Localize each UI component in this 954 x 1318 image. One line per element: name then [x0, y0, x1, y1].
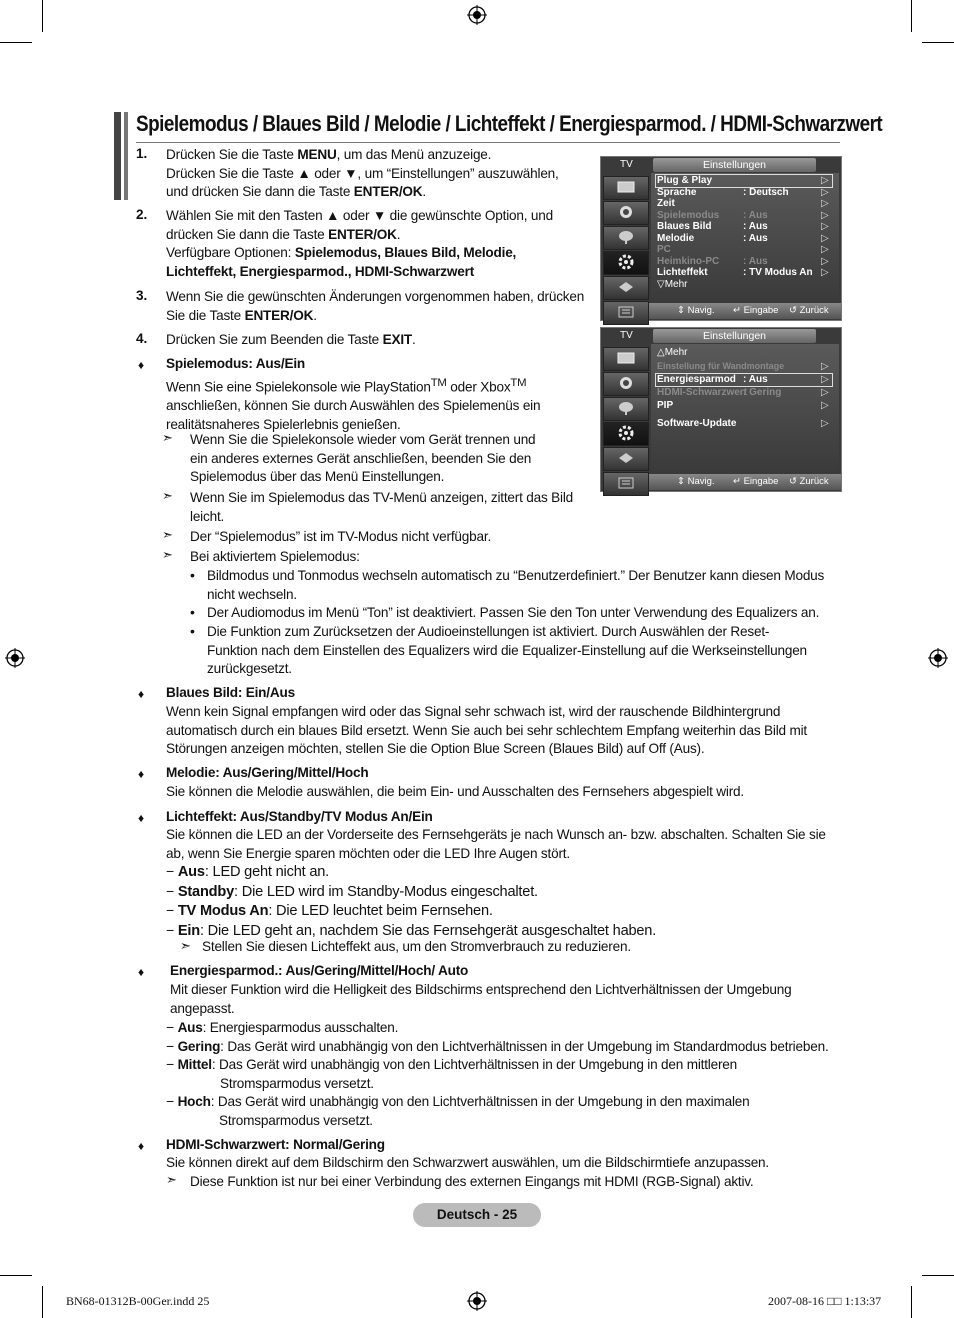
osd-item-label: Zeit: [657, 198, 675, 209]
osd-menu-item[interactable]: [657, 374, 768, 385]
diamond-bullet-icon: ♦: [138, 767, 145, 781]
osd-item-label: Lichteffekt: [657, 267, 708, 278]
bullet-icon: •: [190, 604, 195, 620]
osd-item-label: Sprache: [657, 186, 697, 198]
osd-submenu-arrow-icon: ▷: [821, 186, 829, 198]
spielemodus-bullet: Bildmodus und Tonmodus wechseln automatisch zu “Benutzerdefiniert.” Der Benutzer kann diesen Modus nicht wechseln.: [207, 568, 825, 602]
hdmi-body: Sie können direkt auf dem Bildschirm den Schwarzwert auswählen, um die Bildschirmtiefe anzupassen.: [166, 1155, 769, 1170]
osd-item-label: Energiesparmod: [657, 374, 736, 385]
spielemodus-bullet: Der Audiomodus im Menü “Ton” ist deaktiviert. Passen Sie den Ton unter Verwendung des Equalizers an.: [207, 605, 820, 620]
osd-item-value: : Aus: [743, 232, 768, 244]
note-arrow-icon: ➣: [162, 547, 173, 562]
bullet-icon: •: [190, 567, 195, 583]
section-heading-lichteffekt: Lichteffekt: Aus/Standby/TV Modus An/Ein: [166, 809, 433, 824]
step-3-text: Wenn Sie die gewünschten Änderungen vorgenommen haben, drücken Sie die Taste ENTER/OK.: [166, 289, 585, 323]
page-number-badge: Deutsch - 25: [413, 1203, 541, 1227]
osd-submenu-arrow-icon: ▷: [821, 374, 829, 385]
imprint-file: BN68-01312B-00Ger.indd 25: [66, 1294, 210, 1308]
step-number: 2.: [136, 207, 148, 222]
energiesparmod-option: − Mittel: Das Gerät wird unabhängig von den Lichtverhältnissen in der Umgebung in den mittleren Stromsparmodus versetzt.: [166, 1056, 738, 1091]
section-heading-hdmi: HDMI-Schwarzwert: Normal/Gering: [166, 1137, 385, 1152]
osd-item-label: Melodie: [657, 232, 695, 244]
osd-item-label: HDMI-Schwarzwert: [657, 387, 748, 398]
section-heading-blaues-bild: Blaues Bild: Ein/Aus: [166, 685, 295, 700]
osd-item-value: : Aus: [743, 221, 768, 232]
osd-channel-icon[interactable]: [603, 226, 649, 250]
registration-mark-icon: [5, 648, 25, 668]
section-heading-energiesparmod: Energiesparmod.: Aus/Gering/Mittel/Hoch/ Auto: [170, 963, 469, 978]
diamond-bullet-icon: ♦: [138, 811, 145, 825]
osd-menu-item[interactable]: [657, 244, 671, 255]
osd-input-icon[interactable]: [603, 447, 649, 471]
osd-source-label: TV: [620, 330, 633, 341]
osd-setup-icon[interactable]: [603, 251, 649, 275]
page-title: Spielemodus / Blaues Bild / Melodie / Lichteffekt / Energiesparmod. / HDMI-Schwarzwert: [136, 111, 883, 136]
osd-item-label: PC: [657, 244, 671, 255]
osd-item-value: : Deutsch: [743, 186, 789, 198]
blaues-bild-body: Wenn kein Signal empfangen wird oder das Signal sehr schwach ist, wird der rauschende Bildhintergrund automatisch durch ein blaues Bild ersetzt. Wenn Sie auch bei sehr schlechtem Empfang weiterhin das Bild mit Störungen anzeigen möchten, stellen Sie die Option Blue Screen (Blaues Bild) auf Off (Aus).: [166, 704, 808, 757]
osd-picture-icon[interactable]: [603, 176, 649, 200]
registration-mark-icon: [928, 648, 948, 668]
diamond-bullet-icon: ♦: [138, 1139, 145, 1153]
osd-title: Einstellungen: [653, 158, 816, 172]
osd-item-label: Spielemodus: [657, 209, 720, 221]
imprint-date: 2007-08-16 □□ 1:13:37: [768, 1294, 882, 1308]
osd-menu-item[interactable]: [657, 175, 712, 186]
osd-item-label: Blaues Bild: [657, 221, 712, 232]
diamond-bullet-icon: ♦: [138, 687, 145, 701]
title-rule: [136, 142, 840, 143]
osd-submenu-arrow-icon: ▷: [821, 175, 829, 186]
osd-menu-item[interactable]: [657, 221, 768, 232]
osd-input-icon[interactable]: [603, 276, 649, 300]
osd-sound-icon[interactable]: [603, 372, 649, 396]
melodie-body: Sie können die Melodie auswählen, die beim Ein- und Ausschalten des Fernsehers abgespielt wird.: [166, 784, 744, 799]
spielemodus-body: Wenn Sie eine Spielekonsole wie PlayStation™ oder Xbox™ anschließen, können Sie durch Auswählen des Spielemenüs ein realitätsnaheres Spielerlebnis genießen.: [166, 377, 541, 432]
osd-menu-body: [651, 173, 839, 303]
bullet-icon: •: [190, 623, 195, 639]
osd-nav-hint: ⇕ Navig.: [677, 305, 715, 316]
crop-mark: [911, 1286, 912, 1318]
osd-submenu-arrow-icon: ▷: [821, 267, 829, 278]
osd-application-icon[interactable]: [603, 472, 649, 496]
note-arrow-icon: ➣: [166, 1172, 177, 1187]
osd-submenu-arrow-icon: ▷: [821, 361, 829, 372]
osd-footer: [649, 474, 841, 490]
lichteffekt-body: Sie können die LED an der Vorderseite des Fernsehgeräts je nach Wunsch an- bzw. abschalten. Schalten Sie sie ab, wenn Sie Energie sparen möchten oder die LED Ihre Augen stört.: [166, 827, 826, 861]
crop-mark: [922, 42, 954, 43]
lichteffekt-note: Stellen Sie diesen Lichteffekt aus, um den Stromverbrauch zu reduzieren.: [202, 939, 631, 954]
note-arrow-icon: ➣: [162, 488, 173, 503]
osd-submenu-arrow-icon: ▷: [821, 244, 829, 255]
osd-menu-item[interactable]: [657, 255, 768, 267]
note-arrow-icon: ➣: [162, 527, 173, 542]
energiesparmod-body: Mit dieser Funktion wird die Helligkeit des Bildschirms entsprechend den Lichtverhältnissen der Umgebung angepasst.: [170, 982, 792, 1016]
osd-more-item[interactable]: △Mehr: [657, 347, 688, 358]
spielemodus-note: Bei aktiviertem Spielemodus:: [190, 549, 360, 564]
osd-menu-item[interactable]: [657, 198, 675, 209]
osd-more-item[interactable]: ▽Mehr: [657, 278, 688, 290]
diamond-bullet-icon: ♦: [138, 965, 145, 979]
step-1-text: Drücken Sie die Taste MENU, um das Menü anzuzeige. Drücken Sie die Taste ▲ oder ▼, um “Einstellungen” auszuwählen, und drücken Sie dann die Taste ENTER/OK.: [166, 147, 559, 200]
osd-title: Einstellungen: [653, 329, 816, 343]
step-number: 1.: [136, 146, 148, 161]
section-heading-spielemodus: Spielemodus: Aus/Ein: [166, 356, 306, 371]
note-arrow-icon: ➣: [162, 430, 173, 445]
osd-menu-item[interactable]: [657, 400, 673, 411]
diamond-bullet-icon: ♦: [138, 358, 145, 372]
osd-back-hint: ↺ Zurück: [789, 476, 829, 487]
osd-item-label: Einstellung für Wandmontage: [657, 361, 785, 371]
osd-item-label: Heimkino-PC: [657, 255, 720, 267]
energiesparmod-option: − Hoch: Das Gerät wird unabhängig von den Lichtverhältnissen in der Umgebung in den maximalen Stromsparmodus versetzt.: [166, 1093, 750, 1128]
osd-item-value: : Aus: [743, 255, 768, 267]
osd-item-label: PIP: [657, 400, 674, 411]
osd-source-label: TV: [620, 159, 633, 170]
section-heading-melodie: Melodie: Aus/Gering/Mittel/Hoch: [166, 765, 369, 780]
spielemodus-bullet: Die Funktion zum Zurücksetzen der Audioeinstellungen ist aktiviert. Durch Auswählen der Reset- Funktion nach dem Einstellen des Equalizers wird die Equalizer-Einstellung auf die Werkseinstellungen zurückgesetzt.: [207, 624, 807, 677]
crop-mark: [0, 42, 32, 43]
osd-item-value: : TV Modus An: [743, 267, 813, 278]
osd-submenu-arrow-icon: ▷: [821, 198, 829, 209]
spielemodus-note: Wenn Sie die Spielekonsole wieder vom Gerät trennen und ein anderes externes Gerät anschließen, beenden Sie den Spielemodus über das Menü Einstellungen.: [190, 432, 536, 485]
lichteffekt-options: − Aus: LED geht nicht an. − Standby: Die LED wird im Standby-Modus eingeschaltet. − TV Modus An: Die LED leuchtet beim Fernsehen. − Ein: Die LED geht an, nachdem Sie das Fernsehgerät ausgeschaltet haben.: [166, 863, 657, 939]
crop-mark: [0, 1275, 32, 1276]
osd-channel-icon[interactable]: [603, 397, 649, 421]
osd-menu-body: [651, 344, 839, 474]
energiesparmod-option: − Aus: Energiesparmodus ausschalten.: [166, 1019, 399, 1035]
osd-application-icon[interactable]: [603, 301, 649, 325]
registration-mark-icon: [467, 1291, 487, 1311]
spielemodus-note: Wenn Sie im Spielemodus das TV-Menü anzeigen, zittert das Bild leicht.: [190, 490, 574, 524]
title-accent-bar: [124, 112, 128, 200]
spielemodus-note: Der “Spielemodus” ist im TV-Modus nicht verfügbar.: [190, 529, 492, 544]
osd-menu-item[interactable]: [657, 361, 784, 371]
osd-submenu-arrow-icon: ▷: [821, 418, 829, 429]
title-accent-bar: [114, 112, 121, 200]
osd-item-value: : Aus: [743, 209, 768, 221]
osd-item-label: Plug & Play: [657, 175, 713, 186]
osd-enter-hint: ↵ Eingabe: [733, 476, 779, 487]
step-4-text: Drücken Sie zum Beenden die Taste EXIT.: [166, 332, 416, 347]
step-number: 4.: [136, 331, 148, 346]
energiesparmod-option: − Gering: Das Gerät wird unabhängig von den Lichtverhältnissen in der Umgebung im Standardmodus betrieben.: [166, 1038, 829, 1054]
osd-item-value: : Gering: [743, 387, 782, 398]
osd-menu-einstellungen: [600, 156, 842, 321]
osd-nav-hint: ⇕ Navig.: [677, 476, 715, 487]
crop-mark: [911, 0, 912, 32]
osd-menu-item[interactable]: [657, 232, 768, 244]
osd-submenu-arrow-icon: ▷: [821, 209, 829, 221]
osd-submenu-arrow-icon: ▷: [821, 400, 829, 411]
osd-submenu-arrow-icon: ▷: [821, 255, 829, 267]
step-number: 3.: [136, 288, 148, 303]
osd-header: [601, 157, 841, 173]
crop-mark: [42, 1286, 43, 1318]
osd-header: [601, 328, 841, 344]
osd-item-label: Software-Update: [657, 418, 737, 429]
osd-menu-item[interactable]: [657, 209, 768, 221]
osd-footer: [649, 303, 841, 319]
step-2-text: Wählen Sie mit den Tasten ▲ oder ▼ die gewünschte Option, und drücken Sie dann die Taste ENTER/OK. Verfügbare Optionen: Spielemodus, Blaues Bild, Melodie, Lichteffekt, Energiesparmod., HDMI-Schwarzwert: [166, 208, 554, 279]
osd-enter-hint: ↵ Eingabe: [733, 305, 779, 316]
osd-submenu-arrow-icon: ▷: [821, 232, 829, 244]
note-arrow-icon: ➣: [180, 938, 191, 953]
registration-mark-icon: [467, 5, 487, 25]
crop-mark: [42, 0, 43, 32]
osd-menu-item[interactable]: [657, 418, 736, 429]
osd-picture-icon[interactable]: [603, 347, 649, 371]
osd-setup-icon[interactable]: [603, 422, 649, 446]
osd-sound-icon[interactable]: [603, 201, 649, 225]
hdmi-note: Diese Funktion ist nur bei einer Verbindung des externen Eingangs mit HDMI (RGB-Signal) aktiv.: [190, 1174, 754, 1189]
osd-item-value: : Aus: [743, 374, 768, 385]
osd-menu-item[interactable]: [657, 387, 782, 398]
osd-menu-item[interactable]: [657, 267, 813, 278]
osd-back-hint: ↺ Zurück: [789, 305, 829, 316]
osd-submenu-arrow-icon: ▷: [821, 221, 829, 232]
osd-menu-item[interactable]: [657, 186, 789, 198]
crop-mark: [922, 1275, 954, 1276]
osd-menu-einstellungen-2: [600, 327, 842, 492]
osd-submenu-arrow-icon: ▷: [821, 387, 829, 398]
